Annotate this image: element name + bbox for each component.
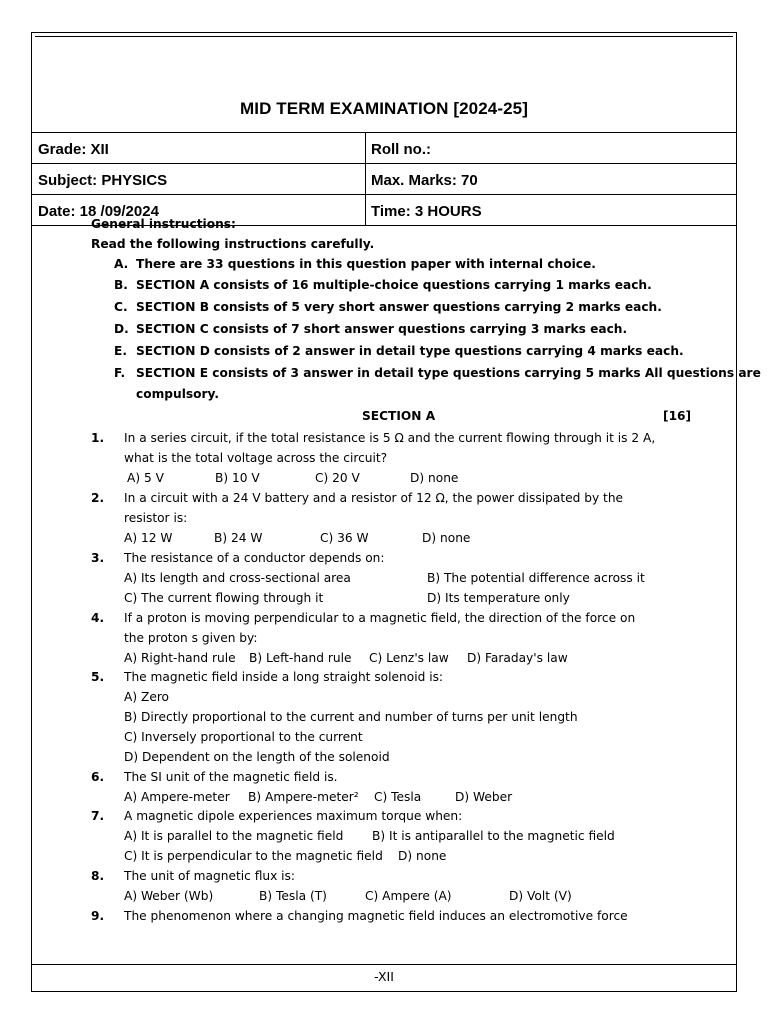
option: A) Weber (Wb) [124,889,214,903]
exam-body [32,33,761,991]
question-number: 4. [91,611,105,625]
option: C) Lenz's law [369,651,449,665]
question-text: The magnetic field inside a long straight solenoid is: [124,670,444,684]
question-text: In a series circuit, if the total resistance is 5 Ω and the current flowing through it is 2 A, [124,431,656,445]
page-border [31,32,761,992]
option: C) Tesla [374,790,422,804]
section-marks: [16] [663,409,692,423]
question-text: A magnetic dipole experiences maximum torque when: [124,809,463,823]
option: B) 10 V [215,471,260,485]
option: C) The current flowing through it [124,591,324,605]
option: B) Ampere-meter² [248,790,359,804]
question-text: the proton s given by: [124,631,258,645]
option: B) The potential difference across it [427,571,645,585]
instruction-item: SECTION B consists of 5 very short answer questions carrying 2 marks each. [136,300,662,314]
option: C) 36 W [320,531,369,545]
question-number: 6. [91,770,105,784]
instruction-item: SECTION E consists of 3 answer in detail type questions carrying 5 marks All questions are [136,366,761,380]
footer-divider [32,964,736,965]
option: C) Ampere (A) [365,889,452,903]
instruction-letter: A. [114,257,129,271]
option: D) Volt (V) [509,889,572,903]
option: C) Inversely proportional to the current [124,730,363,744]
option: B) Tesla (T) [259,889,327,903]
option: A) 5 V [127,471,164,485]
instruction-item: SECTION A consists of 16 multiple-choice questions carrying 1 marks each. [136,278,652,292]
question-number: 5. [91,670,105,684]
option: A) 12 W [124,531,173,545]
exam-title: MID TERM EXAMINATION [2024-25] [240,99,528,118]
question-text: The SI unit of the magnetic field is. [124,770,338,784]
option: D) Faraday's law [467,651,568,665]
question-number: 3. [91,551,105,565]
subject-cell: Subject: PHYSICS [38,172,168,189]
option: D) Dependent on the length of the solenoid [124,750,390,764]
instruction-item: There are 33 questions in this question paper with internal choice. [136,257,596,271]
option: D) Its temperature only [427,591,570,605]
option: D) none [410,471,459,485]
question-number: 7. [91,809,105,823]
date-cell: Date: 18 /09/2024 [38,203,159,220]
option: D) Weber [455,790,513,804]
question-number: 2. [91,491,105,505]
instructions-heading: General instructions: [91,217,236,231]
option: C) 20 V [315,471,360,485]
instruction-item: SECTION D consists of 2 answer in detail type questions carrying 4 marks each. [136,344,684,358]
question-number: 1. [91,431,105,445]
section-title: SECTION A [362,409,436,423]
question-text: what is the total voltage across the circuit? [124,451,388,465]
option: A) Ampere-meter [124,790,230,804]
option: B) 24 W [214,531,263,545]
instructions-subheading: Read the following instructions carefully. [91,237,375,251]
option: D) none [422,531,471,545]
question-number: 8. [91,869,105,883]
option: C) It is perpendicular to the magnetic field [124,849,383,863]
question-text: In a circuit with a 24 V battery and a resistor of 12 Ω, the power dissipated by the [124,491,624,505]
option: A) Right-hand rule [124,651,236,665]
grade-cell: Grade: XII [38,141,109,158]
instruction-letter: D. [114,322,129,336]
question-text: resistor is: [124,511,188,525]
option: A) Its length and cross-sectional area [124,571,351,585]
time-cell: Time: 3 HOURS [371,203,482,220]
page-footer: -XII [374,969,394,984]
option: B) Directly proportional to the current and number of turns per unit length [124,710,578,724]
option: D) none [398,849,447,863]
option: B) It is antiparallel to the magnetic field [372,829,615,843]
question-text: If a proton is moving perpendicular to a magnetic field, the direction of the force on [124,611,636,625]
question-text: The phenomenon where a changing magnetic field induces an electromotive force [124,909,628,923]
question-number: 9. [91,909,105,923]
instruction-letter: F. [114,366,126,380]
question-text: The unit of magnetic flux is: [124,869,296,883]
max-marks-cell: Max. Marks: 70 [371,172,478,189]
instruction-letter: E. [114,344,127,358]
question-text: The resistance of a conductor depends on: [124,551,385,565]
instruction-item-continued: compulsory. [136,387,219,401]
option: A) It is parallel to the magnetic field [124,829,344,843]
option: B) Left-hand rule [249,651,352,665]
roll-number-cell: Roll no.: [371,141,431,158]
option: A) Zero [124,690,170,704]
instruction-letter: C. [114,300,128,314]
instruction-letter: B. [114,278,128,292]
instruction-item: SECTION C consists of 7 short answer questions carrying 3 marks each. [136,322,628,336]
